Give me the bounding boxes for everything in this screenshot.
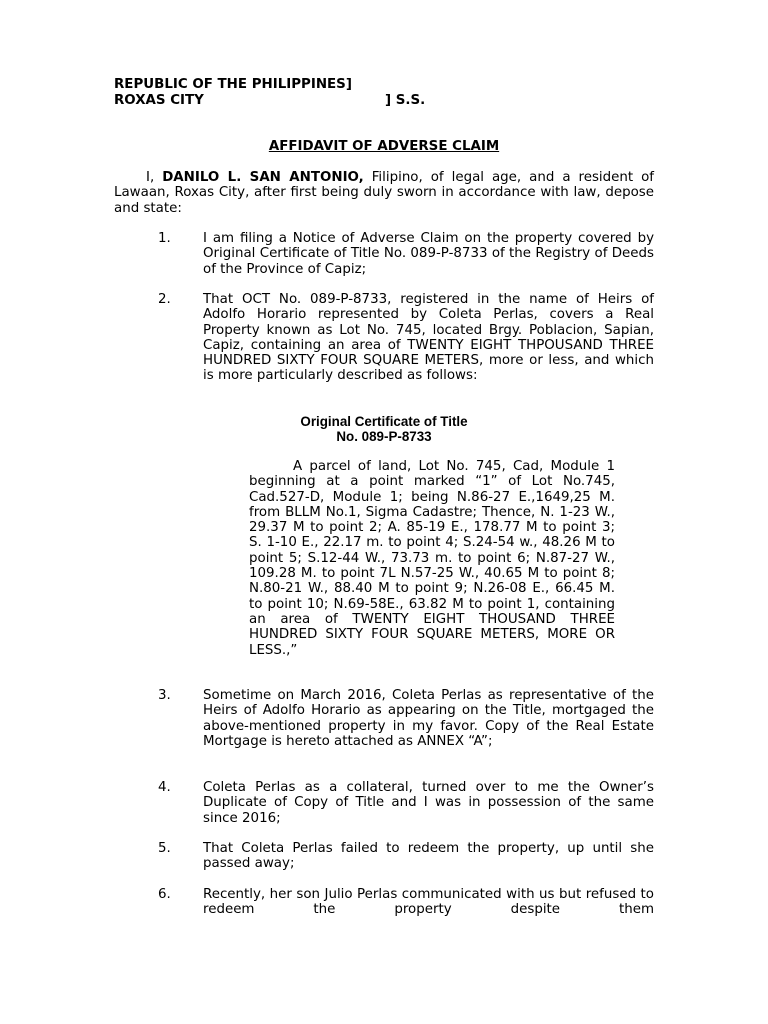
paragraph-text: Sometime on March 2016, Coleta Perlas as representative of the Heirs of Adolfo Horario as appearing on the Title, mortgaged the above-mentioned property in my favor. Copy of the Real Estate Mortgage is hereto attached as ANNEX “A”;: [203, 688, 654, 749]
venue-caption: [114, 77, 426, 109]
paragraph-text: Coleta Perlas as a collateral, turned over to me the Owner’s Duplicate of Copy of Title and I was in possession of the same since 2016;: [203, 780, 654, 826]
numbered-paragraph-4: [114, 780, 654, 826]
paragraph-number: 5.: [158, 841, 171, 856]
document-title: AFFIDAVIT OF ADVERSE CLAIM: [268, 139, 500, 154]
paragraph-text: Recently, her son Julio Perlas communicated with us but refused to redeem the property despite them: [203, 887, 654, 918]
oct-heading-line-1: Original Certificate of Title: [300, 414, 468, 429]
caption-line-city: [114, 93, 426, 109]
numbered-paragraph-6: [114, 887, 654, 918]
technical-description: A parcel of land, Lot No. 745, Cad, Module 1 beginning at a point marked “1” of Lot No.745, Cad.527-D, Module 1; being N.86-27 E.,1649,25 M. from BLLM No.1, Sigma Cadastre; Thence, N. 1-23 W., 29.37 M to point 2; A. 85-19 E., 178.77 M to point 3; S. 1-10 E., 22.17 m. to point 4; S.24-54 w., 48.26 M to point 5; S.12-44 W., 73.73 m. to point 6; N.87-27 W., 109.28 M. to point 7L N.57-25 W., 40.65 M to point 8; N.80-21 W., 88.40 M to point 9; N.26-08 E., 66.45 M. to point 10; N.69-58E., 63.82 M to point 1, containing an area of TWENTY EIGHT THOUSAND THREE HUNDRED SIXTY FOUR SQUARE METERS, MORE OR LESS.,”: [249, 459, 615, 658]
paragraph-text: That Coleta Perlas failed to redeem the property, up until she passed away;: [203, 841, 654, 872]
paragraph-number: 1.: [158, 231, 171, 246]
paragraph-number: 2.: [158, 292, 171, 307]
paragraph-number: 4.: [158, 780, 171, 795]
numbered-paragraph-2: [114, 292, 654, 384]
numbered-paragraph-5: [114, 841, 654, 872]
numbered-paragraph-3: [114, 688, 654, 749]
intro-paragraph: [114, 170, 654, 216]
oct-heading: [0, 414, 768, 445]
caption-line-republic: REPUBLIC OF THE PHILIPPINES]: [114, 77, 352, 92]
paragraph-text: That OCT No. 089-P-8733, registered in the name of Heirs of Adolfo Horario represented by Coleta Perlas, covers a Real Property known as Lot No. 745, located Brgy. Poblacion, Sapian, Capiz, containing an area of TWENTY EIGHT THPOUSAND THREE HUNDRED SIXTY FOUR SQUARE METERS, more or less, and which is more particularly described as follows:: [203, 292, 654, 384]
paragraph-text: I am filing a Notice of Adverse Claim on the property covered by Original Certificate of Title No. 089-P-8733 of the Registry of Deeds of the Province of Capiz;: [203, 231, 654, 277]
intro-rest: Filipino, of legal age, and a resident of Lawaan, Roxas City, after first being duly sworn in accordance with law, depose and state:: [114, 170, 654, 216]
intro-prefix: I,: [146, 170, 163, 185]
paragraph-number: 3.: [158, 688, 171, 703]
oct-heading-line-2: No. 089-P-8733: [336, 429, 432, 445]
caption-city: ROXAS CITY: [114, 93, 204, 108]
affiant-name: DANILO L. SAN ANTONIO,: [162, 170, 364, 185]
paragraph-number: 6.: [158, 887, 171, 902]
numbered-paragraph-1: [114, 231, 654, 277]
caption-ss: ] S.S.: [385, 93, 426, 108]
